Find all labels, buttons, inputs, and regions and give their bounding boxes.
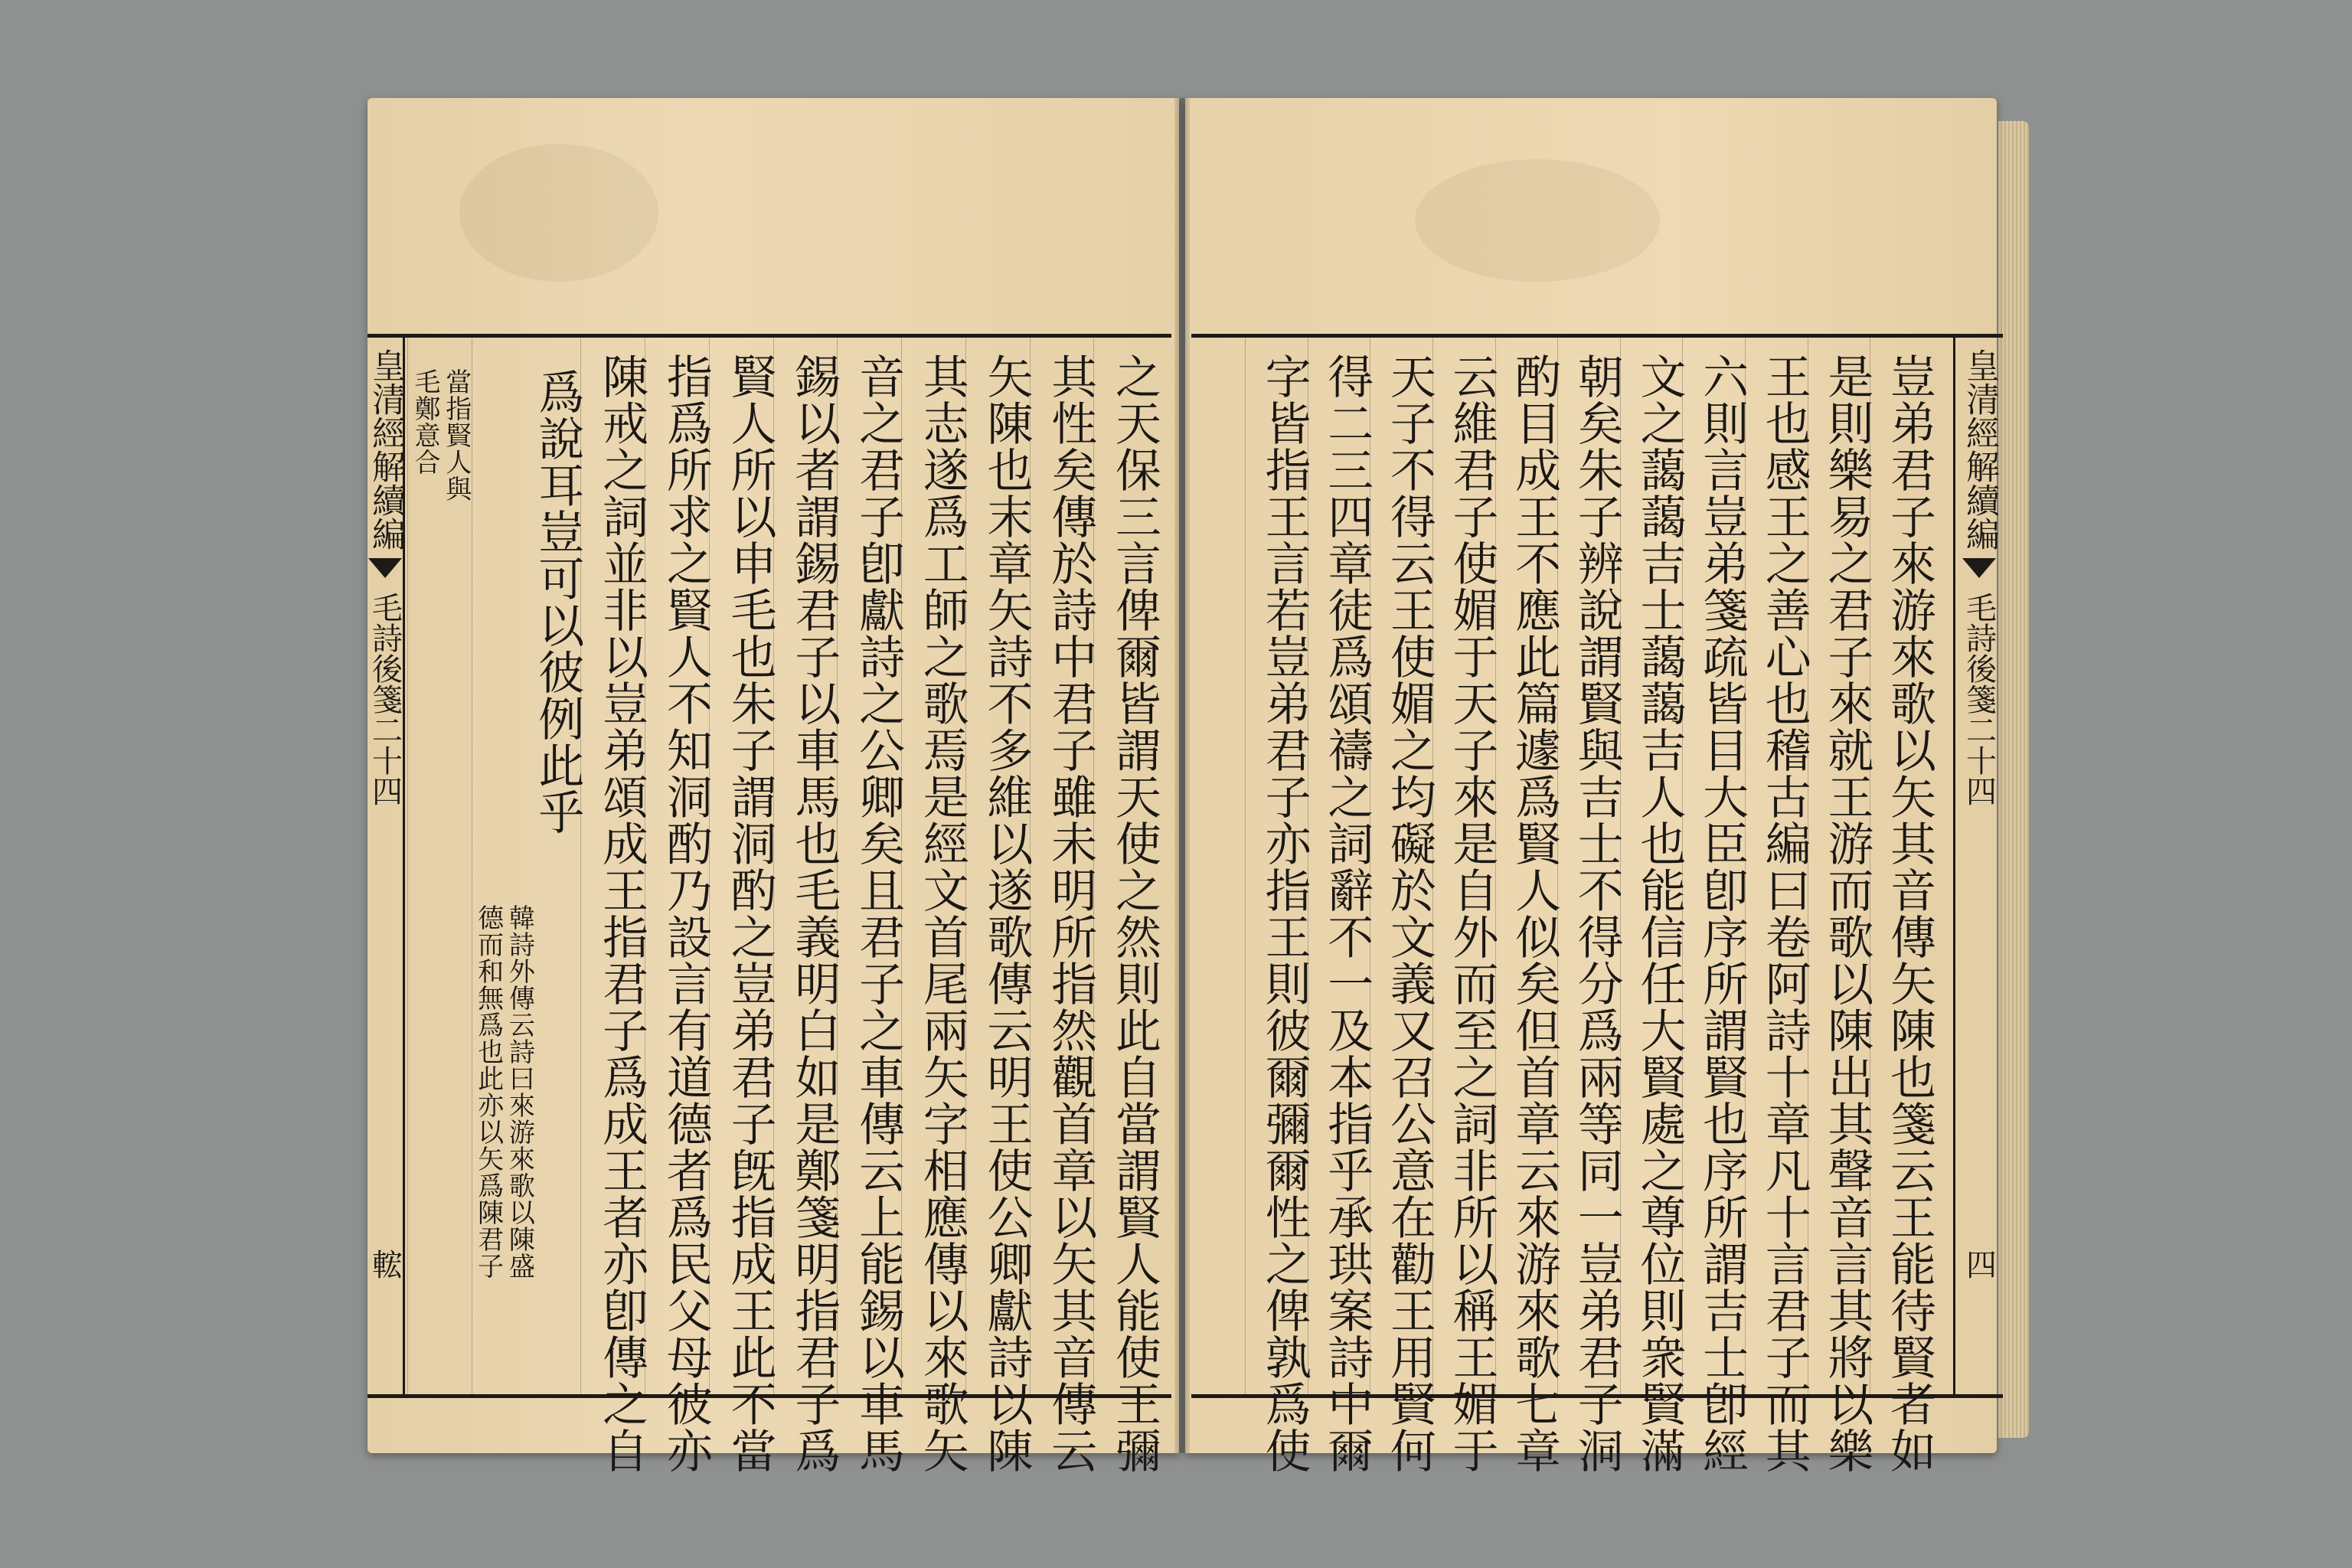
- note-line: 毛鄭意合: [410, 368, 440, 475]
- text-column: 其志遂爲工師之歌焉是經文首尾兩矢字相應傳以來歌矢: [901, 338, 965, 1394]
- text-column: 其性矣傳於詩中君子雖未明所指然觀首章以矢其音傳云: [1030, 338, 1094, 1394]
- left-margin-title: 皇清經解續編: [366, 348, 405, 550]
- paper-stain: [1415, 159, 1660, 282]
- fish-tail-mark: [368, 558, 402, 578]
- text-column: 酌目成王不應此篇遽爲賢人似矣但首章云來游來歌七章: [1495, 338, 1558, 1394]
- text-column: 字皆指王言若豈弟君子亦指王則彼爾彌爾性之俾孰爲使: [1245, 338, 1308, 1394]
- note-line: 當指賢人與: [440, 368, 472, 502]
- text-column: 指爲所求之賢人不知洞酌乃設言有道德者爲民父母彼亦: [645, 338, 709, 1394]
- text-column: 豈弟君子來游來歌以矢其音傳矢陳也箋云王能待賢者如: [1870, 338, 1932, 1394]
- text-column: 錫以者謂錫君子以車馬也毛義明白如是鄭箋明指君子爲: [773, 338, 838, 1394]
- left-text-frame: [366, 334, 1171, 1474]
- annotation-line: 韓詩外傳云詩曰來游來歌以陳盛: [504, 904, 535, 1279]
- page-edge: [1998, 121, 2029, 1438]
- fish-tail-mark: [1962, 558, 1996, 578]
- right-margin-band: [1953, 338, 2003, 1394]
- left-margin-section: 毛詩後箋二十四: [367, 592, 403, 806]
- annotation-line: 德而和無爲也此亦以矢爲陳君子: [472, 904, 504, 1279]
- left-page: [366, 98, 1179, 1474]
- interlinear-note: [409, 353, 472, 502]
- right-margin-page-number: 四: [1961, 1249, 1997, 1279]
- text-column: 王也感王之善心也稽古編曰卷阿詩十章凡十言君子而其: [1745, 338, 1808, 1394]
- text-column: 云維君子使媚于天子來是自外而至之詞非所以稱王媚于: [1432, 338, 1495, 1394]
- text-column: 是則樂易之君子來就王游而歌以陳出其聲音言其將以樂: [1808, 338, 1870, 1394]
- left-margin-band: [368, 338, 405, 1394]
- text-column: 朝矣朱子辨說謂賢與吉士不得分爲兩等同一豈弟君子洞: [1557, 338, 1620, 1394]
- right-page: [1185, 98, 1999, 1474]
- text-column: 六則言豈弟箋疏皆目大臣卽序所謂賢也序所謂吉士卽經: [1682, 338, 1745, 1394]
- text-column: 文之藹藹吉士藹藹吉人也能信任大賢處之尊位則衆賢滿: [1620, 338, 1683, 1394]
- right-text-frame: [1191, 334, 2003, 1474]
- right-margin-title: 皇清經解續編: [1960, 348, 1999, 550]
- text-column: 爲說耳豈可以彼例此乎: [531, 368, 585, 835]
- left-text-columns: [407, 338, 1161, 1474]
- text-column: 得二三四章徒爲頌禱之詞辭不一及本指乎承珙案詩中爾: [1308, 338, 1370, 1394]
- right-margin-section: 毛詩後箋二十四: [1961, 592, 1997, 806]
- open-book: [366, 98, 2006, 1474]
- text-column: 陳戒之詞並非以豈弟頌成王指君子爲成王者亦卽傳之自: [580, 338, 645, 1394]
- text-column: 賢人所以申毛也朱子謂洞酌之豈弟君子旣指成王此不當: [709, 338, 773, 1394]
- text-column: 之天保三言俾爾皆謂天使之然則此自當謂賢人能使王彌: [1093, 338, 1158, 1394]
- left-margin-page-number: 𨌆: [367, 1249, 403, 1279]
- text-column: 天子不得云王使媚之均礙於文義又召公意在勸王用賢何: [1370, 338, 1432, 1394]
- paper-stain: [459, 144, 658, 282]
- book-gutter: [1174, 98, 1190, 1453]
- interlinear-note-column: [407, 338, 472, 1394]
- text-column: 音之君子卽獻詩之公卿矣且君子之車傳云上能錫以車馬: [837, 338, 901, 1394]
- small-annotation: [472, 353, 535, 1279]
- right-text-columns: [1245, 338, 1936, 1474]
- text-column-with-notes: [472, 338, 585, 1394]
- text-column: 矢陳也末章矢詩不多維以遂歌傳云明王使公卿獻詩以陳: [965, 338, 1030, 1394]
